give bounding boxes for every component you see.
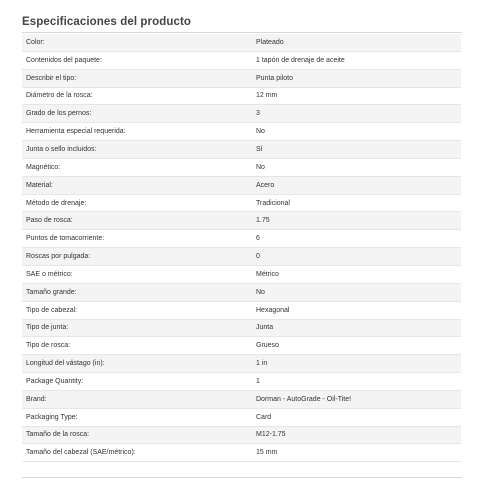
spec-row: [22, 141, 461, 159]
spec-value: Acero: [256, 181, 275, 189]
spec-value: 15 mm: [256, 449, 278, 457]
spec-label: Magnético:: [26, 163, 61, 171]
spec-row: [22, 123, 461, 141]
section-title: Especificaciones del producto: [22, 16, 192, 28]
spec-label: Método de drenaje:: [26, 199, 87, 207]
spec-row: [22, 337, 461, 355]
spec-label: Color:: [26, 38, 45, 46]
spec-value: 1: [256, 377, 260, 385]
spec-label: Brand:: [26, 395, 47, 403]
spec-row: [22, 355, 461, 373]
spec-value: Junta: [256, 324, 274, 332]
spec-value: No: [256, 128, 265, 136]
spec-row: [22, 284, 461, 302]
spec-label: Diámetro de la rosca:: [26, 92, 93, 100]
spec-value: 0: [256, 253, 260, 261]
spec-value: 3: [256, 110, 260, 118]
spec-row: [22, 34, 461, 52]
spec-label: Packaging Type:: [26, 413, 78, 421]
spec-label: Puntos de tomacorriente:: [26, 235, 105, 243]
spec-value: M12-1.75: [256, 431, 286, 439]
spec-row: [22, 105, 461, 123]
spec-label: Tamaño del cabezal (SAE/métrico):: [26, 449, 136, 457]
spec-row: [22, 52, 461, 70]
spec-value: Tradicional: [256, 199, 290, 207]
specifications-table: [22, 34, 461, 462]
spec-row: [22, 320, 461, 338]
spec-value: 1 in: [256, 360, 268, 368]
spec-value: Grueso: [256, 342, 279, 350]
spec-value: 6: [256, 235, 260, 243]
spec-row: [22, 427, 461, 445]
spec-value: Card: [256, 413, 272, 421]
spec-value: 12 mm: [256, 92, 278, 100]
spec-label: Describir el tipo:: [26, 74, 77, 82]
spec-label: Package Quantity:: [26, 377, 84, 385]
spec-row: [22, 195, 461, 213]
spec-row: [22, 159, 461, 177]
spec-label: Tamaño de la rosca:: [26, 431, 90, 439]
spec-label: Roscas por pulgada:: [26, 253, 91, 261]
spec-row: [22, 302, 461, 320]
spec-label: Paso de rosca:: [26, 217, 73, 225]
spec-value: Plateado: [256, 38, 284, 46]
spec-row: [22, 70, 461, 88]
spec-row: [22, 266, 461, 284]
spec-value: Punta piloto: [256, 74, 293, 82]
spec-row: [22, 230, 461, 248]
spec-label: Tipo de junta:: [26, 324, 69, 332]
spec-value: No: [256, 163, 265, 171]
spec-row: [22, 373, 461, 391]
spec-value: Métrico: [256, 270, 279, 278]
spec-row: [22, 177, 461, 195]
spec-label: Material:: [26, 181, 53, 189]
spec-label: Grado de los pernos:: [26, 110, 92, 118]
spec-label: Herramienta especial requerida:: [26, 128, 126, 136]
spec-label: Longitud del vástago (in):: [26, 360, 105, 368]
spec-value: Dorman - AutoGrade - Oil-Tite!: [256, 395, 352, 403]
spec-label: Tipo de rosca:: [26, 342, 71, 350]
spec-label: Junta o sello incluidos:: [26, 145, 97, 153]
spec-value: No: [256, 288, 265, 296]
spec-label: Tipo de cabezal:: [26, 306, 78, 314]
spec-row: [22, 409, 461, 427]
title-divider: [22, 32, 462, 33]
spec-label: Contenidos del paquete:: [26, 56, 102, 64]
spec-value: Hexagonal: [256, 306, 290, 314]
spec-value: Sí: [256, 145, 263, 153]
spec-row: [22, 248, 461, 266]
spec-value: 1.75: [256, 217, 270, 225]
spec-value: 1 tapón de drenaje de aceite: [256, 56, 345, 64]
spec-label: Tamaño grande:: [26, 288, 77, 296]
bottom-divider: [22, 477, 462, 478]
spec-label: SAE o métrico:: [26, 270, 73, 278]
spec-row: [22, 444, 461, 462]
spec-row: [22, 88, 461, 106]
spec-row: [22, 391, 461, 409]
spec-row: [22, 212, 461, 230]
